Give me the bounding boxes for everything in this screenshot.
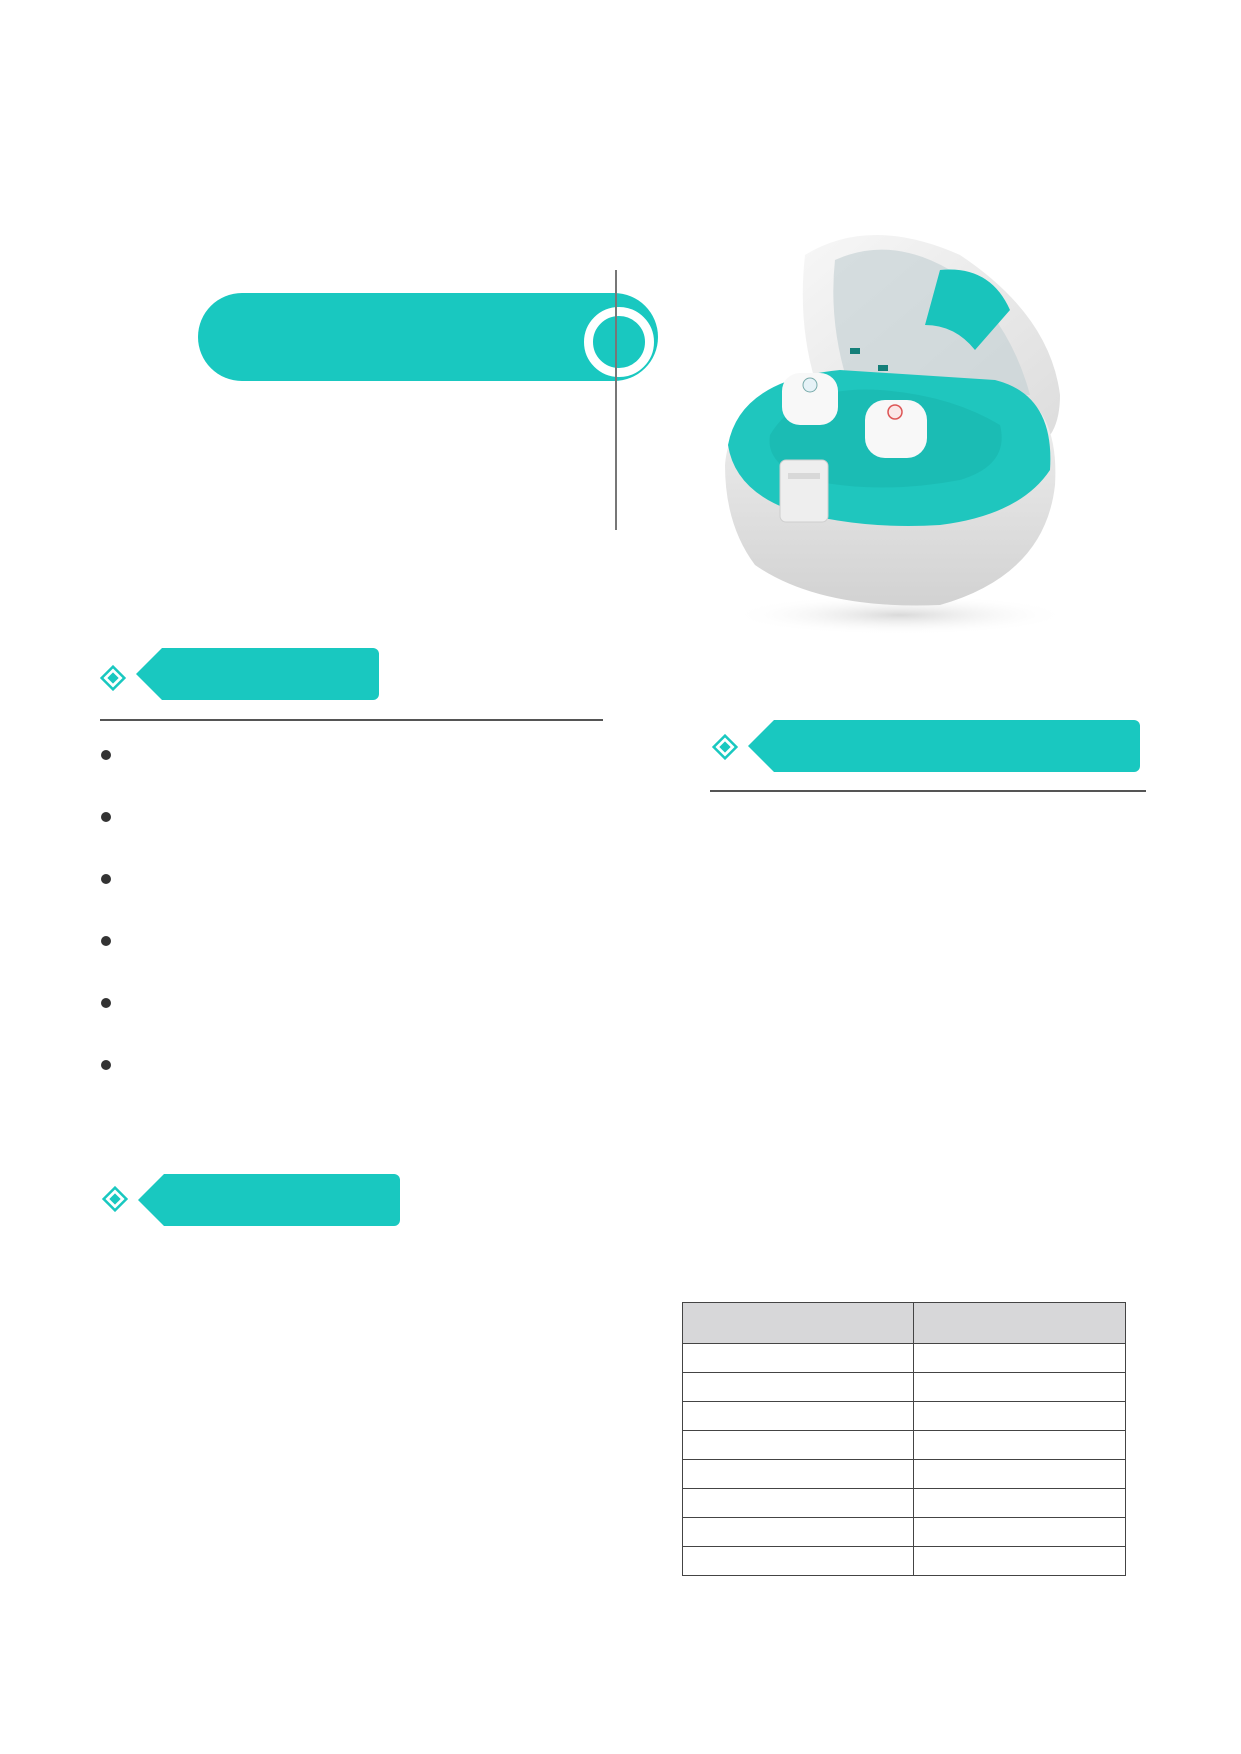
feature-item xyxy=(101,866,125,894)
table-row xyxy=(683,1373,1126,1402)
table-row xyxy=(683,1489,1126,1518)
feature-item xyxy=(101,928,125,956)
section-header-technical xyxy=(138,1174,400,1226)
divider-vertical xyxy=(615,270,617,530)
diamond-icon xyxy=(100,665,126,691)
bullet-icon xyxy=(101,874,111,884)
divider-features xyxy=(100,719,603,721)
table-row xyxy=(683,1344,1126,1373)
table-row xyxy=(683,1431,1126,1460)
table-row xyxy=(683,1547,1126,1576)
divider-fitting xyxy=(710,790,1146,792)
product-image xyxy=(710,225,1080,645)
diamond-icon xyxy=(712,734,738,760)
diamond-icon xyxy=(102,1186,128,1212)
table-row xyxy=(683,1460,1126,1489)
feature-item xyxy=(101,990,125,1018)
table-header-cell xyxy=(683,1303,914,1344)
feature-item xyxy=(101,804,125,832)
table-header-row xyxy=(683,1303,1126,1344)
bullet-icon xyxy=(101,1060,111,1070)
bullet-icon xyxy=(101,998,111,1008)
feature-item xyxy=(101,1052,125,1080)
fitting-range-chart xyxy=(745,810,1145,1105)
table-row xyxy=(683,1402,1126,1431)
bullet-icon xyxy=(101,812,111,822)
bullet-icon xyxy=(101,750,111,760)
table-row xyxy=(683,1518,1126,1547)
section-header-features xyxy=(136,648,379,700)
table-header-standard xyxy=(914,1303,1126,1344)
section-header-fitting xyxy=(748,720,1140,772)
ring-icon xyxy=(584,307,654,377)
frequency-response-chart xyxy=(95,1290,535,1625)
spec-table xyxy=(682,1302,1126,1576)
feature-item xyxy=(101,742,125,770)
bullet-icon xyxy=(101,936,111,946)
